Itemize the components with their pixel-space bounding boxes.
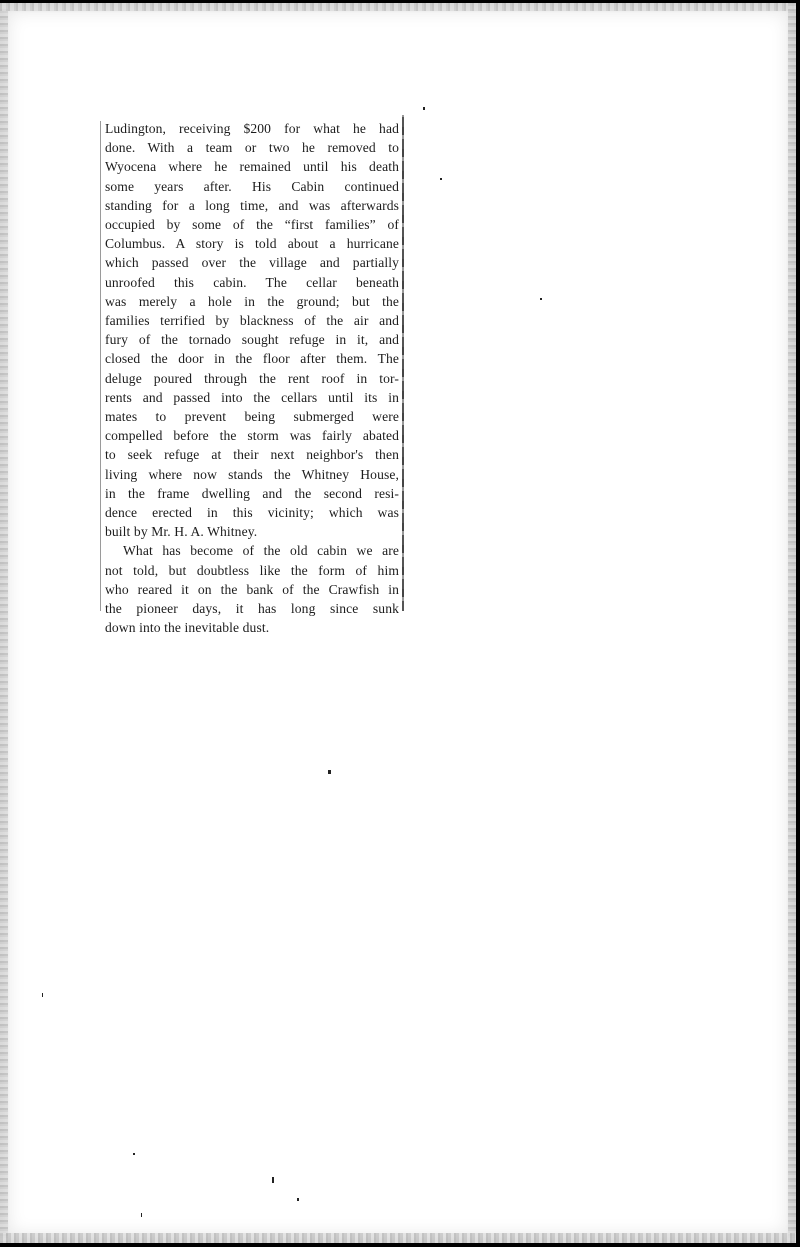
text-line: to seek refuge at their next neighbor's then — [105, 447, 399, 463]
text-line: living where now stands the Whitney House, — [105, 466, 399, 482]
text-line: standing for a long time, and was afterwards — [105, 197, 399, 213]
text-line: fury of the tornado sought refuge in it, and — [105, 332, 399, 348]
text-line: dence erected in this vicinity; which was — [105, 505, 399, 521]
text-line: Ludington, receiving $200 for what he had — [105, 121, 399, 136]
text-line: What has become of the old cabin we are — [123, 543, 399, 559]
text-line: families terrified by blackness of the air and — [105, 313, 399, 329]
column-rule-right — [402, 115, 404, 611]
scan-speck — [272, 1177, 274, 1183]
text-line: not told, but doubtless like the form of him — [105, 562, 399, 578]
scan-edge-bottom — [0, 1233, 796, 1243]
scan-speck — [133, 1153, 135, 1155]
text-line: rents and passed into the cellars until its in — [105, 389, 399, 405]
text-line: in the frame dwelling and the second resi- — [105, 485, 399, 501]
text-line: unroofed this cabin. The cellar beneath — [105, 274, 399, 290]
scan-speck — [440, 178, 442, 180]
text-line: deluge poured through the rent roof in tor- — [105, 370, 399, 386]
scan-speck — [540, 298, 542, 300]
scan-speck — [328, 770, 331, 774]
scan-speck — [42, 993, 43, 997]
text-line: which passed over the village and partially — [105, 255, 399, 271]
text-line: the pioneer days, it has long since sunk — [105, 601, 399, 617]
text-line: mates to prevent being submerged were — [105, 409, 399, 425]
scan-edge-top — [0, 3, 796, 11]
text-line: occupied by some of the “first families” of — [105, 217, 399, 233]
article-text — [105, 119, 399, 637]
text-line: closed the door in the floor after them. The — [105, 351, 399, 367]
newspaper-column — [100, 113, 405, 636]
text-line: Columbus. A story is told about a hurricane — [105, 236, 399, 252]
text-line: compelled before the storm was fairly abated — [105, 428, 399, 444]
text-line: some years after. His Cabin continued — [105, 178, 399, 194]
scanned-page — [0, 3, 796, 1243]
text-line: who reared it on the bank of the Crawfish in — [105, 581, 399, 597]
text-line: done. With a team or two he removed to — [105, 140, 399, 156]
scan-speck — [141, 1213, 142, 1217]
scan-edge-right — [788, 3, 796, 1243]
text-line: Wyocena where he remained until his death — [105, 159, 399, 175]
scan-speck — [423, 107, 425, 110]
text-line: down into the inevitable dust. — [105, 620, 270, 636]
scan-edge-left — [0, 3, 8, 1243]
paragraph-1 — [105, 119, 399, 541]
text-line: was merely a hole in the ground; but the — [105, 293, 399, 309]
column-rule-left — [100, 121, 101, 611]
text-line: built by Mr. H. A. Whitney. — [105, 524, 258, 540]
scan-speck — [297, 1198, 299, 1201]
paragraph-2 — [105, 541, 399, 637]
